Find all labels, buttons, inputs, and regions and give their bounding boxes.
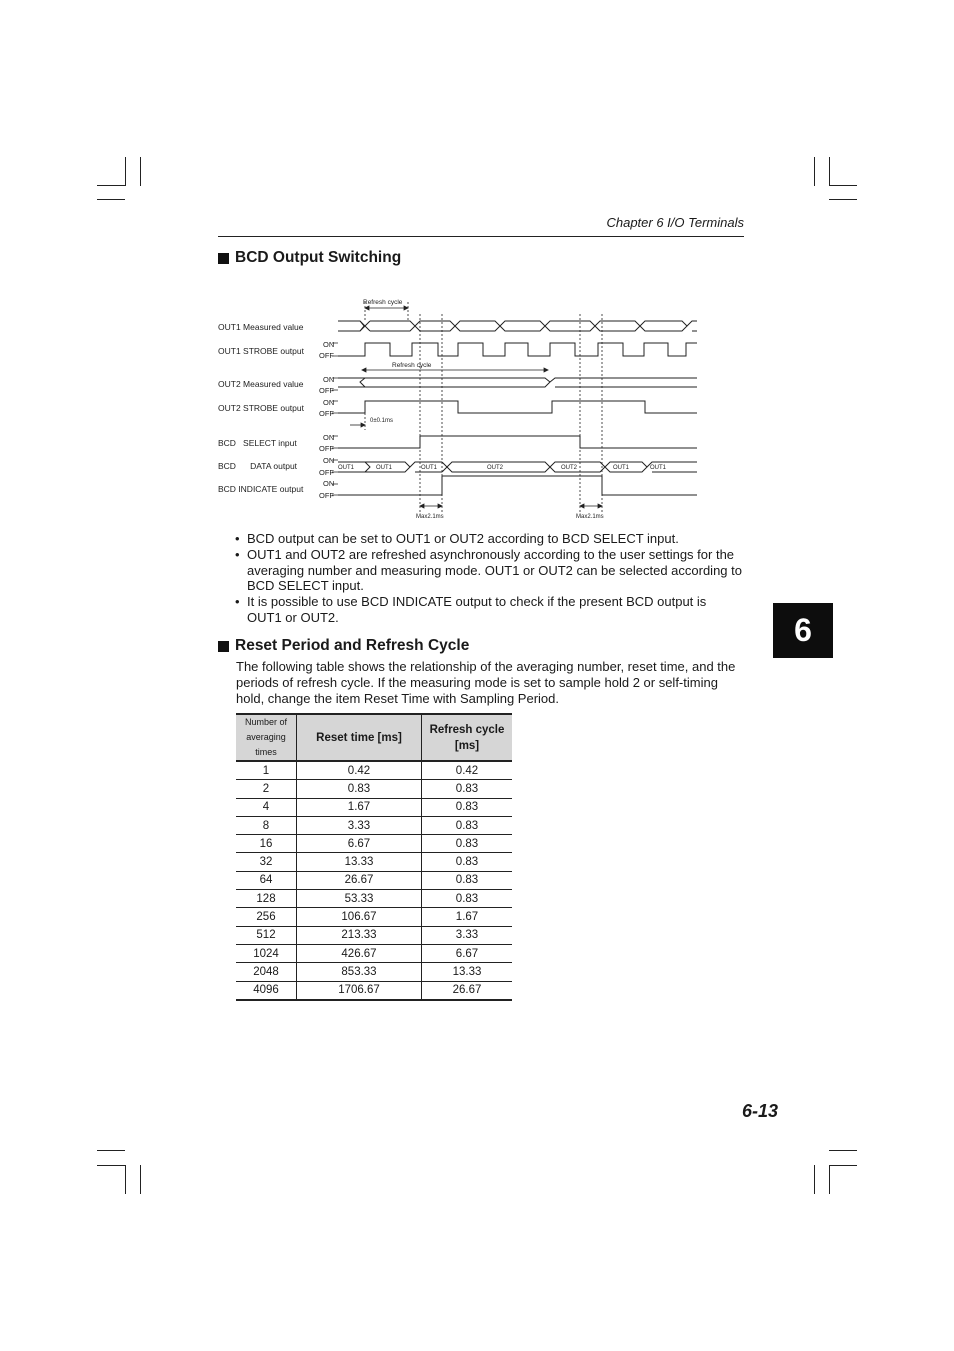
timing-chart-svg [210,290,710,525]
crop-mark [829,185,857,186]
section-title: Reset Period and Refresh Cycle [235,637,470,654]
table-row [236,798,512,816]
table-cell: 26.67 [422,981,513,1000]
table-row [236,981,512,1000]
list-item: • BCD output can be set to OUT1 or OUT2 according to BCD SELECT input. [232,531,744,547]
crop-mark [97,185,125,186]
table-row [236,963,512,981]
table-cell: 256 [236,908,297,926]
signal-label: OUT2 STROBE output [218,403,304,413]
crop-mark [829,157,830,186]
signal-label: BCD SELECT input [218,438,297,448]
table-body [236,761,512,1000]
table-cell: 106.67 [297,908,422,926]
averaging-table [236,713,512,1001]
list-item: • OUT1 and OUT2 are refreshed asynchronously according to the user settings for the averaging number and measuring mode. OUT1 or OUT2 can be selected according to BCD SELECT input. [232,547,744,594]
table-cell: 0.83 [422,816,513,834]
data-label: OUT1 [376,465,393,471]
section-heading-reset [218,637,469,655]
crop-mark [829,1150,857,1151]
data-label: OUT1 [338,465,355,471]
table-cell: 0.42 [422,761,513,780]
crop-mark [97,199,125,200]
table-cell: 53.33 [297,890,422,908]
table-row [236,944,512,962]
on-label: ON [323,456,335,465]
signal-label: BCD DATA output [218,461,298,471]
table-cell: 0.83 [297,780,422,798]
table-cell: 4096 [236,981,297,1000]
table-cell: 0.83 [422,835,513,853]
table-cell: 3.33 [297,816,422,834]
paragraph: The following table shows the relationship of the averaging number, reset time, and the periods of refresh cycle. If the measuring mode is set to sample hold 2 or self-timing hold, change the item Reset Time with Sampling Period. [236,659,736,706]
table-cell: 0.42 [297,761,422,780]
table-row [236,835,512,853]
column-header-refresh-cycle: Refresh cycle [ms] [422,714,513,761]
table-cell: 853.33 [297,963,422,981]
table-cell: 1024 [236,944,297,962]
table-row [236,761,512,780]
square-bullet-icon [218,253,229,264]
crop-mark [829,1165,830,1194]
crop-mark [125,157,126,186]
signal-label: BCD INDICATE output [218,484,304,494]
table-cell: 1706.67 [297,981,422,1000]
timing-diagram [210,290,710,525]
on-label: ON [323,479,335,488]
table-cell: 2048 [236,963,297,981]
table-cell: 8 [236,816,297,834]
table-cell: 0.83 [422,853,513,871]
table-cell: 26.67 [297,871,422,889]
off-label: OFF [319,351,334,360]
header-rule [218,236,744,237]
data-label: OUT1 [421,465,438,471]
on-label: ON [323,375,335,384]
table-cell: 6.67 [297,835,422,853]
table-row [236,816,512,834]
table-cell: 13.33 [297,853,422,871]
bullet-list [232,531,744,626]
table-row [236,926,512,944]
table-row [236,780,512,798]
column-header-averaging: Number of averaging times [236,714,297,761]
refresh-cycle-label: Refresh cycle [363,299,403,306]
table-cell: 32 [236,853,297,871]
max-delay-label: Max2.1ms [416,514,444,520]
off-label: OFF [319,468,334,477]
page-number: 6-13 [741,1101,778,1121]
table-cell: 213.33 [297,926,422,944]
table-row [236,908,512,926]
table-cell: 4 [236,798,297,816]
square-bullet-icon [218,641,229,652]
table-cell: 1 [236,761,297,780]
section-title: BCD Output Switching [235,249,402,266]
table-cell: 1.67 [422,908,513,926]
data-label: OUT1 [613,465,630,471]
crop-mark [97,1150,125,1151]
table-cell: 13.33 [422,963,513,981]
signal-label: OUT1 Measured value [218,322,304,332]
column-header-reset-time: Reset time [ms] [297,714,422,761]
on-label: ON [323,340,335,349]
data-label: OUT2 [561,465,578,471]
table-cell: 128 [236,890,297,908]
table-cell: 1.67 [297,798,422,816]
signal-label: OUT2 Measured value [218,379,304,389]
crop-mark [814,157,815,186]
crop-mark [814,1165,815,1194]
off-label: OFF [319,409,334,418]
crop-mark [829,1165,857,1166]
crop-mark [140,157,141,186]
signal-label: OUT1 STROBE output [218,346,304,356]
table-row [236,853,512,871]
off-label: OFF [319,491,334,500]
data-label: OUT1 [650,465,667,471]
on-label: ON [323,398,335,407]
table-cell: 64 [236,871,297,889]
table-cell: 0.83 [422,798,513,816]
crop-mark [829,199,857,200]
table-cell: 0.83 [422,871,513,889]
table-cell: 2 [236,780,297,798]
off-label: OFF [319,386,334,395]
table-cell: 6.67 [422,944,513,962]
table-cell: 0.83 [422,780,513,798]
max-delay-label: Max2.1ms [576,514,604,520]
crop-mark [125,1165,126,1194]
section-heading-bcd [218,249,401,267]
off-label: OFF [319,444,334,453]
table-cell: 3.33 [422,926,513,944]
table-row [236,871,512,889]
on-label: ON [323,433,335,442]
crop-mark [97,1165,125,1166]
table-header-row [236,714,512,761]
table-cell: 426.67 [297,944,422,962]
table-cell: 0.83 [422,890,513,908]
list-item: • It is possible to use BCD INDICATE output to check if the present BCD output is OUT1 or OUT2. [232,594,744,626]
table-cell: 512 [236,926,297,944]
table-cell: 16 [236,835,297,853]
chapter-header: Chapter 6 I/O Terminals [606,215,744,230]
chapter-tab: 6 [773,603,833,658]
refresh-cycle-label: Refresh cycle [392,362,432,369]
crop-mark [140,1165,141,1194]
data-label: OUT2 [487,465,504,471]
table-row [236,890,512,908]
delay-label: 0±0.1ms [370,418,393,424]
